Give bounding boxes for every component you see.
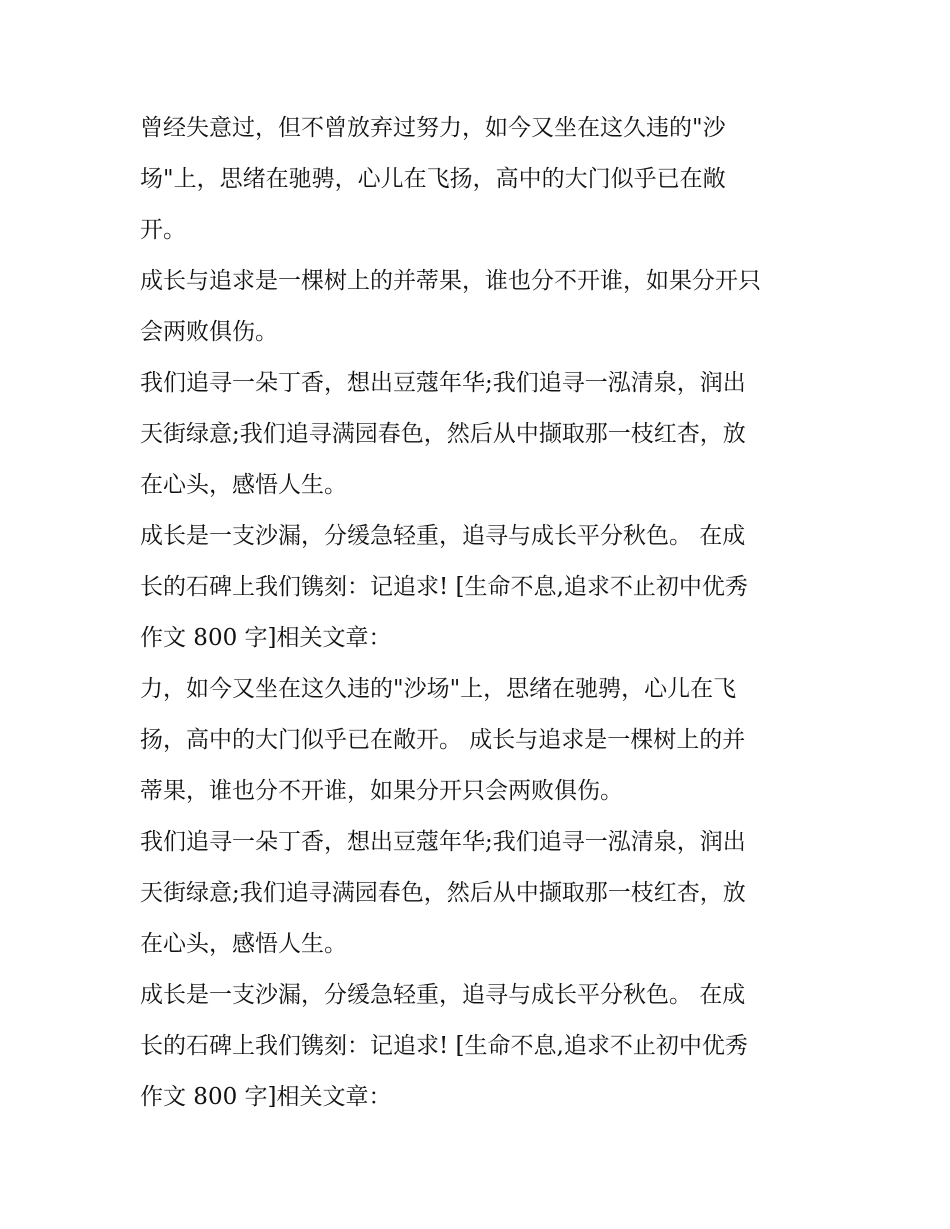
text-line: 曾经失意过，但不曾放弃过努力，如今又坐在这久违的"沙 <box>140 115 726 141</box>
text-line: 作文 800 字]相关文章： <box>140 625 392 651</box>
text-line: 成长与追求是一棵树上的并蒂果，谁也分不开谁，如果分开只 <box>140 268 761 294</box>
document-body <box>140 103 820 1123</box>
text-line: 在心头，感悟人生。 <box>140 931 347 957</box>
text-line: 长的石碑上我们镌刻：记追求! [生命不息,追求不止初中优秀 <box>140 574 748 600</box>
text-line: 成长是一支沙漏，分缓急轻重，追寻与成长平分秋色。 在成 <box>140 982 746 1008</box>
text-line: 场"上，思绪在驰骋，心儿在飞扬，高中的大门似乎已在敞 <box>140 166 726 192</box>
text-line: 作文 800 字]相关文章： <box>140 1084 392 1110</box>
text-line: 我们追寻一朵丁香，想出豆蔻年华;我们追寻一泓清泉，润出 <box>140 829 746 855</box>
text-line: 长的石碑上我们镌刻：记追求! [生命不息,追求不止初中优秀 <box>140 1033 748 1059</box>
text-line: 在心头，感悟人生。 <box>140 472 347 498</box>
text-line: 蒂果，谁也分不开谁，如果分开只会两败俱伤。 <box>140 778 623 804</box>
text-line: 会两败俱伤。 <box>140 319 278 345</box>
text-line: 开。 <box>140 217 186 243</box>
text-line: 天街绿意;我们追寻满园春色，然后从中撷取那一枝红杏，放 <box>140 421 746 447</box>
text-line: 成长是一支沙漏，分缓急轻重，追寻与成长平分秋色。 在成 <box>140 523 746 549</box>
text-line: 扬，高中的大门似乎已在敞开。 成长与追求是一棵树上的并 <box>140 727 746 753</box>
text-line: 力，如今又坐在这久违的"沙场"上，思绪在驰骋，心儿在飞 <box>140 676 737 702</box>
text-line: 天街绿意;我们追寻满园春色，然后从中撷取那一枝红杏，放 <box>140 880 746 906</box>
text-line: 我们追寻一朵丁香，想出豆蔻年华;我们追寻一泓清泉，润出 <box>140 370 746 396</box>
